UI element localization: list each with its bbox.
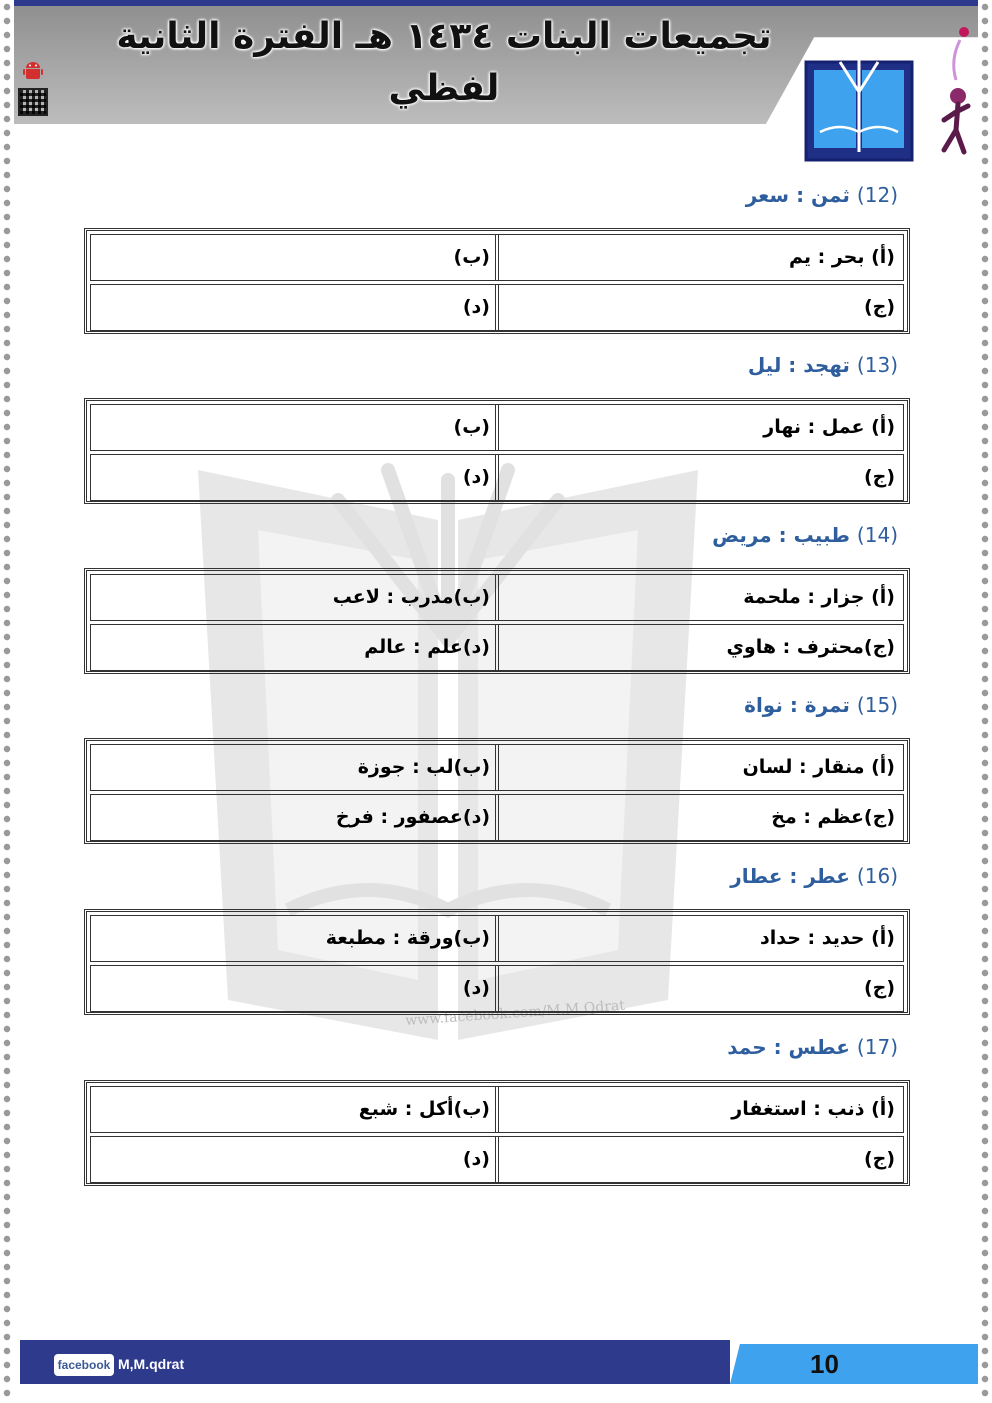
question-title [746,182,898,208]
question-prompt: تمرة : نواة [744,693,850,717]
option-b[interactable]: (ب)مدرب : لاعب [90,574,499,621]
option-a[interactable]: (أ) بحر : يم [495,234,904,281]
option-d[interactable]: (د)علم : عالم [90,624,499,671]
facebook-handle[interactable]: M,M.qdrat [118,1356,185,1372]
page-subtitle: لفظي [388,68,500,109]
option-b[interactable]: (ب)لب : جوزة [90,744,499,791]
question-prompt: عطر : عطار [730,864,850,888]
question-number: (17) [856,1035,898,1059]
watermark-url: www.facebook.com/M.M.Qdrat [404,997,626,1030]
option-d[interactable]: (د) [90,965,499,1012]
stick-figure-icon [934,20,978,160]
option-b[interactable]: (ب) [90,404,499,451]
question-number: (12) [856,183,898,207]
question-number: (13) [856,353,898,377]
question-title [727,1034,898,1060]
option-d[interactable]: (د) [90,454,499,501]
right-diamond-border [978,0,992,1403]
option-d[interactable]: (د) [90,284,499,331]
options-table [84,909,910,1015]
question-title [712,522,898,548]
question-title [744,692,898,718]
option-b[interactable]: (ب) [90,234,499,281]
left-diamond-border [0,0,14,1403]
option-c[interactable]: (ج)محترف : هاوي [495,624,904,671]
option-b[interactable]: (ب)أكل : شبع [90,1086,499,1133]
page-header [14,0,978,125]
question-title [730,863,898,889]
header-top-line [14,0,978,6]
facebook-badge[interactable]: facebook [54,1354,114,1376]
options-table [84,738,910,844]
question-number: (14) [856,523,898,547]
android-icon [22,60,44,82]
options-table [84,228,910,334]
option-c[interactable]: (ج) [495,965,904,1012]
question-number: (15) [856,693,898,717]
option-a[interactable]: (أ) حديد : حداد [495,915,904,962]
option-c[interactable]: (ج) [495,284,904,331]
option-a[interactable]: (أ) جزار : ملحمة [495,574,904,621]
question-title [748,352,898,378]
question-prompt: تهجد : ليل [747,353,850,377]
options-table [84,398,910,504]
option-d[interactable]: (د) [90,1136,499,1183]
option-c[interactable]: (ج) [495,454,904,501]
option-c[interactable]: (ج) [495,1136,904,1183]
option-c[interactable]: (ج)عظم : مخ [495,794,904,841]
question-number: (16) [856,864,898,888]
footer-light-bar [730,1344,978,1384]
options-table [84,1080,910,1186]
question-prompt: طبيب : مريض [712,523,850,547]
qr-code-icon [18,88,48,116]
page-number: 10 [810,1349,839,1379]
option-a[interactable]: (أ) عمل : نهار [495,404,904,451]
page-title: تجميعات البنات ١٤٣٤ هـ الفترة الثانية [116,16,772,57]
option-d[interactable]: (د)عصفور : فرخ [90,794,499,841]
question-prompt: ثمن : سعر [745,183,850,207]
question-prompt: عطس : حمد [727,1035,850,1059]
option-b[interactable]: (ب)ورقة : مطبعة [90,915,499,962]
options-table [84,568,910,674]
option-a[interactable]: (أ) منقار : لسان [495,744,904,791]
book-logo-icon [800,52,918,164]
page-footer [20,1340,978,1384]
option-a[interactable]: (أ) ذنب : استغفار [495,1086,904,1133]
